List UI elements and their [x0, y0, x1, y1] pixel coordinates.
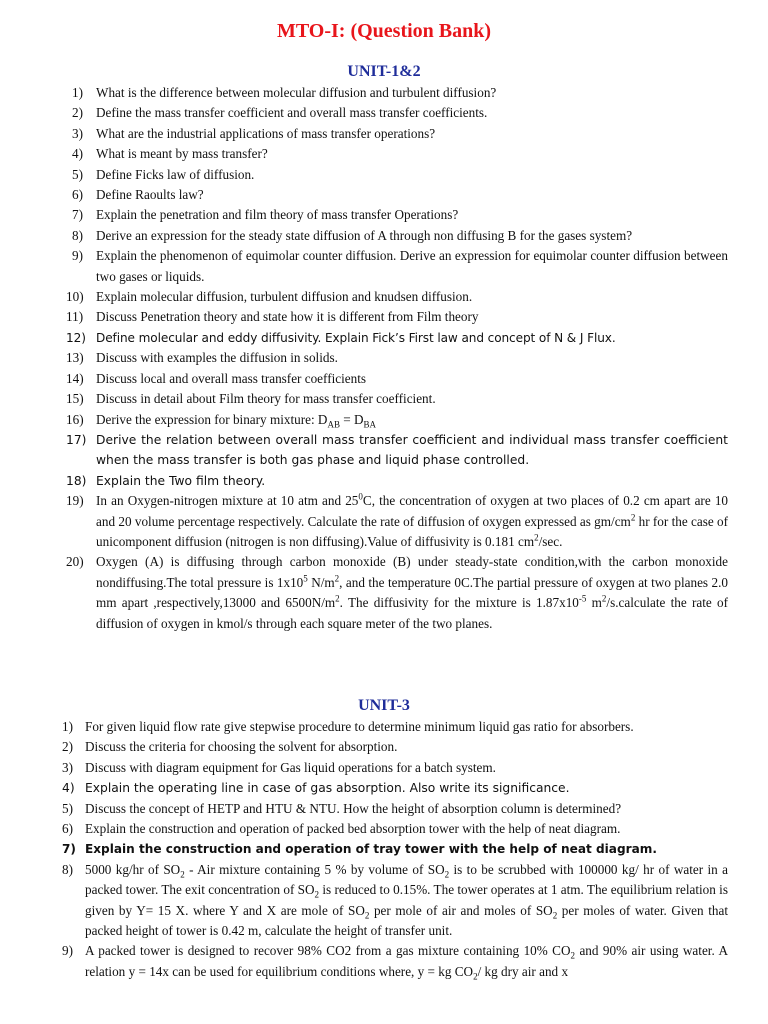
- question-text: Explain the construction and operation of tray tower with the help of neat diagram.: [85, 842, 657, 857]
- question-item: [62, 819, 728, 839]
- question-item: [72, 205, 728, 225]
- question-text: Explain the phenomenon of equimolar counter diffusion. Derive an expression for equimolar counter diffusion between two gases or liquids.: [96, 248, 728, 284]
- question-text: 5000 kg/hr of $SO_2$ - Air mixture containing 5 % by volume of $SO_2$ is to be scrubbed with 100000 kg/ hr of water in a packed tower. The exit concentration of $SO_2$ is reduced to 0.15%. The tower operates at 1 atm. The equilibrium relation is given by Y= 15 X. where Y and X are mole of $SO_2$ per mole of air and moles of $SO_2$ per moles of water. Given that packed height of tower is 0.42 m, calculate the height of transfer unit.: [85, 861, 729, 939]
- question-text: Derive an expression for the steady state diffusion of A through non diffusing B for the gases system?: [96, 227, 633, 243]
- unit-3-heading: UNIT-3: [358, 697, 410, 714]
- question-number: 15): [66, 391, 84, 407]
- question-item: [62, 758, 728, 778]
- question-text: What are the industrial applications of mass transfer operations?: [96, 125, 436, 141]
- question-number: 14): [66, 370, 84, 386]
- question-number: 6): [62, 821, 73, 837]
- question-item: [62, 799, 728, 819]
- unit-1-2-question-list: [66, 83, 729, 634]
- question-number: 2): [72, 105, 83, 121]
- question-item: [72, 124, 728, 144]
- question-text: Discuss with examples the diffusion in solids.: [96, 350, 338, 366]
- question-number: 7): [72, 207, 83, 223]
- question-item: [66, 410, 728, 430]
- question-text: Discuss Penetration theory and state how it is different from Film theory: [96, 309, 479, 325]
- question-number: 4): [62, 781, 75, 796]
- question-item: [66, 491, 728, 552]
- question-number: 11): [66, 309, 84, 325]
- question-text: Define Raoults law?: [96, 187, 204, 203]
- question-number: 19): [66, 493, 84, 509]
- question-text: Explain the operating line in case of gas absorption. Also write its significance.: [85, 781, 570, 796]
- question-number: 13): [66, 350, 84, 366]
- question-text: Derive the expression for binary mixture: $D_{AB} = D_{BA}$: [96, 411, 377, 430]
- question-number: 4): [72, 146, 83, 162]
- question-number: 1): [72, 85, 83, 100]
- question-text: Discuss the concept of HETP and HTU & NTU. How the height of absorption column is determined?: [85, 800, 622, 816]
- question-number: 9): [72, 248, 83, 264]
- question-text: Discuss with diagram equipment for Gas liquid operations for a batch system.: [85, 759, 496, 775]
- question-number: 2): [62, 739, 73, 755]
- question-number: 3): [72, 125, 83, 141]
- question-number: 16): [66, 411, 84, 427]
- question-text: Discuss local and overall mass transfer coefficients: [96, 370, 367, 386]
- unit-1-2-heading: UNIT-1&2: [347, 63, 421, 80]
- question-item: [72, 165, 728, 185]
- question-item: [72, 83, 728, 103]
- question-number: 8): [62, 861, 73, 877]
- question-item: [66, 369, 728, 389]
- question-item: [72, 103, 728, 123]
- question-item: [66, 389, 728, 409]
- question-text: Explain the Two film theory.: [96, 473, 266, 488]
- question-number: 9): [62, 943, 73, 959]
- question-text: Derive the relation between overall mass transfer coefficient and individual mass transfer coefficient when the mass transfer is both gas phase and liquid phase controlled.: [96, 432, 728, 468]
- question-text: Define molecular and eddy diffusivity. Explain Fick’s First law and concept of N & J Flux.: [96, 330, 616, 345]
- question-text: In an Oxygen-nitrogen mixture at 10 atm and $25^0C$, the concentration of oxygen at two places of 0.2 cm apart are 10 and 20 volume percentage respectively. Calculate the rate of diffusion of oxygen expressed as $gm/cm^2$ hr for the case of unicomponent diffusion (nitrogen is non diffusing).Value of diffusivity is 0.181 $cm^2/\sec$.: [96, 491, 729, 549]
- question-item: [66, 287, 728, 307]
- question-number: 8): [72, 227, 83, 243]
- question-item: [66, 471, 728, 491]
- question-item: [62, 941, 728, 982]
- question-item: [62, 839, 728, 859]
- question-text: Define the mass transfer coefficient and overall mass transfer coefficients.: [96, 105, 488, 121]
- question-text: A packed tower is designed to recover 98% CO2 from a gas mixture containing 10% $CO_2$ and 90% air using water. A relation y = 14x can be used for equilibrium conditions where, y = kg $CO_2/$ kg dry air and x: [85, 943, 728, 982]
- question-item: [66, 307, 728, 327]
- question-number: 10): [66, 289, 84, 305]
- question-text: Explain the construction and operation of packed bed absorption tower with the help of neat diagram.: [85, 821, 621, 837]
- question-item: [72, 226, 728, 246]
- question-item: [66, 348, 728, 368]
- question-number: 6): [72, 187, 83, 203]
- question-number: 12): [66, 330, 86, 345]
- question-number: 18): [66, 473, 87, 488]
- question-item: [62, 778, 728, 798]
- question-number: 20): [66, 554, 84, 570]
- question-text: Oxygen (A) is diffusing through carbon monoxide (B) under steady-state condition,with the carbon monoxide nondiffusing.The total pressure is $1x10^5$ $N/m^2$, and the temperature 0C.The partial pressure of oxygen at two planes 2.0 mm apart ,respectively,13000 and $6500N/m^2$. The diffusivity for the mixture is $1.87x10^{-5}$ $m^2/s.calculate$ the rate of diffusion of oxygen in kmol/s through each square meter of the two planes.: [96, 554, 728, 631]
- question-item: [62, 717, 728, 737]
- question-number: 17): [66, 432, 87, 447]
- question-item: [72, 246, 728, 287]
- question-text: Explain the penetration and film theory of mass transfer Operations?: [96, 207, 459, 223]
- question-text: What is meant by mass transfer?: [96, 146, 268, 162]
- question-item: [72, 144, 728, 164]
- question-item: [66, 328, 728, 348]
- question-text: Explain molecular diffusion, turbulent diffusion and knudsen diffusion.: [96, 289, 473, 305]
- question-number: 7): [62, 842, 76, 857]
- question-text: What is the difference between molecular diffusion and turbulent diffusion?: [96, 85, 497, 100]
- question-number: 3): [62, 759, 73, 775]
- question-text: For given liquid flow rate give stepwise procedure to determine minimum liquid gas ratio for absorbers.: [85, 719, 634, 734]
- question-text: Define Ficks law of diffusion.: [96, 166, 255, 182]
- question-text: Discuss in detail about Film theory for mass transfer coefficient.: [96, 391, 436, 407]
- question-number: 5): [62, 800, 73, 816]
- unit-3-question-list: [62, 717, 728, 982]
- question-number: 1): [62, 719, 73, 734]
- question-item: [66, 552, 728, 634]
- question-item: [62, 737, 728, 757]
- question-number: 5): [72, 166, 83, 182]
- question-item: [62, 860, 728, 942]
- page-title: MTO-I: (Question Bank): [276, 20, 492, 42]
- question-text: Discuss the criteria for choosing the solvent for absorption.: [85, 739, 398, 755]
- question-item: [72, 185, 728, 205]
- question-item: [66, 430, 728, 471]
